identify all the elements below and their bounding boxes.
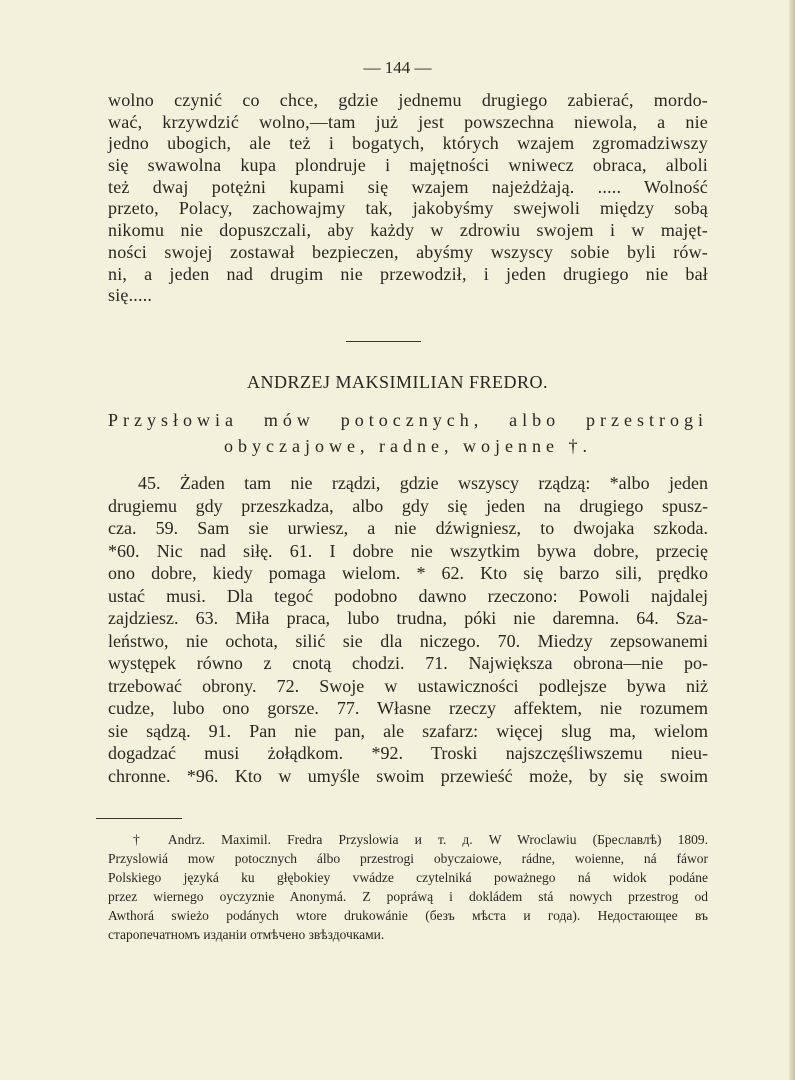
footnote-line: przez wiernego oyczyznie Anonymá. Z popráwą i dokládem stá nowych przestrog od xyxy=(108,889,708,904)
text-line: trzebować obrony. 72. Swoje w ustawiczności podlejsze bywa niż xyxy=(108,675,708,696)
footnote-line: Przyslowiá mow potocznych álbo przestrogi obyczaiowe, rádne, woienne, ná fáwor xyxy=(108,851,708,866)
footnote-line: Polskiego języká ku głębokiey vwádze czytelniká poważnego ná widok podáne xyxy=(108,870,708,885)
footnote-line: Awthorá swieżo podánych wtore drukowánie (безъ мѣста и года). Недостающее въ xyxy=(108,908,708,923)
text-line: cudze, lubo ono gorsze. 77. Własne rzeczy affektem, nie rozumem xyxy=(108,698,708,718)
continued-paragraph xyxy=(108,90,708,307)
text-line: drugiemu gdy przeszkadza, albo gdy się jeden na drugiego spusz- xyxy=(108,495,708,516)
text-line: jedno ubogich, ale też i bogatych, których wzajem zgromadziwszy xyxy=(108,133,708,154)
page-number: — 144 — xyxy=(363,58,432,77)
text-line: ustać musi. Dla tegoć podobno dawno rzeczono: Powoli najdalej xyxy=(108,585,708,606)
text-line: ni, a jeden nad drugim nie przewodził, i jeden drugiego nie bał xyxy=(108,263,708,284)
text-line: cza. 59. Sam sie urwiesz, a nie dźwigniesz, to dwojaka szkoda. xyxy=(108,518,708,538)
text-line: dogadzać musi żołądkom. *92. Troski najszczęśliwszemu nieu- xyxy=(108,743,708,763)
section-heading: ANDRZEJ MAKSIMILIAN FREDRO. xyxy=(246,372,548,392)
section-divider xyxy=(346,341,421,342)
text-line: przeto, Polacy, zachowajmy tak, jakobyśmy swejwoli między sobą xyxy=(108,198,708,219)
text-line: też dwaj potężni kupami się wzajem najeżdżają. ..... Wolność xyxy=(108,176,708,197)
text-line: się swawolna kupa plondruje i majętności wniwecz obraca, alboli xyxy=(108,155,708,176)
text-line: nikomu nie dopuszczali, aby każdy w zdrowiu swojem i w majęt- xyxy=(108,220,708,241)
footnote-divider xyxy=(96,818,182,819)
text-line: wać, krzywdzić wolno,—tam już jest powszechna niewola, a nie xyxy=(108,111,708,132)
subtitle-line: Przysłowia mów potocznych, albo przestrogi xyxy=(108,410,708,430)
text-line: występek równo z cnotą chodzi. 71. Największa obrona—nie po- xyxy=(108,653,708,673)
proverbs-paragraph xyxy=(108,472,708,787)
text-line: ności swojej zostawał bezpieczen, abyśmy wszyscy sobie byli rów- xyxy=(108,241,708,262)
text-line: 45. Żaden tam nie rządzi, gdzie wszyscy rządzą: *albo jeden xyxy=(138,473,708,493)
footnote-line: † Andrz. Maximil. Fredra Przyslowia и т. д. W Wroclawiu (Бреславлѣ) 1809. xyxy=(133,832,708,847)
subtitle-line: obyczajowe, radne, wojenne †. xyxy=(224,436,592,456)
footnote xyxy=(108,830,708,944)
text-line: ono dobre, kiedy pomaga wielom. * 62. Kto się barzo sili, prędko xyxy=(108,563,708,583)
text-line: chronne. *96. Kto w umyśle swoim przewieść może, by się swoim xyxy=(108,765,708,786)
page-edge xyxy=(789,0,795,1080)
text-line: się..... xyxy=(108,285,153,306)
text-line: *60. Nic nad siłę. 61. I dobre nie wszytkim bywa dobre, przecię xyxy=(108,540,708,561)
text-line: wolno czynić co chce, gdzie jednemu drugiego zabierać, mordo- xyxy=(108,90,708,110)
text-line: leństwo, nie ochota, silić sie dla niczego. 70. Miedzy zepsowanemi xyxy=(108,630,708,651)
text-line: sie sądzą. 91. Pan nie pan, ale szafarz: więcej slug ma, wielom xyxy=(108,720,708,741)
footnote-line: старопечатномъ изданіи отмѣчено звѣздочками. xyxy=(108,927,385,942)
text-line: zajdziesz. 63. Miła praca, lubo trudna, póki nie daremna. 64. Sza- xyxy=(108,608,708,628)
